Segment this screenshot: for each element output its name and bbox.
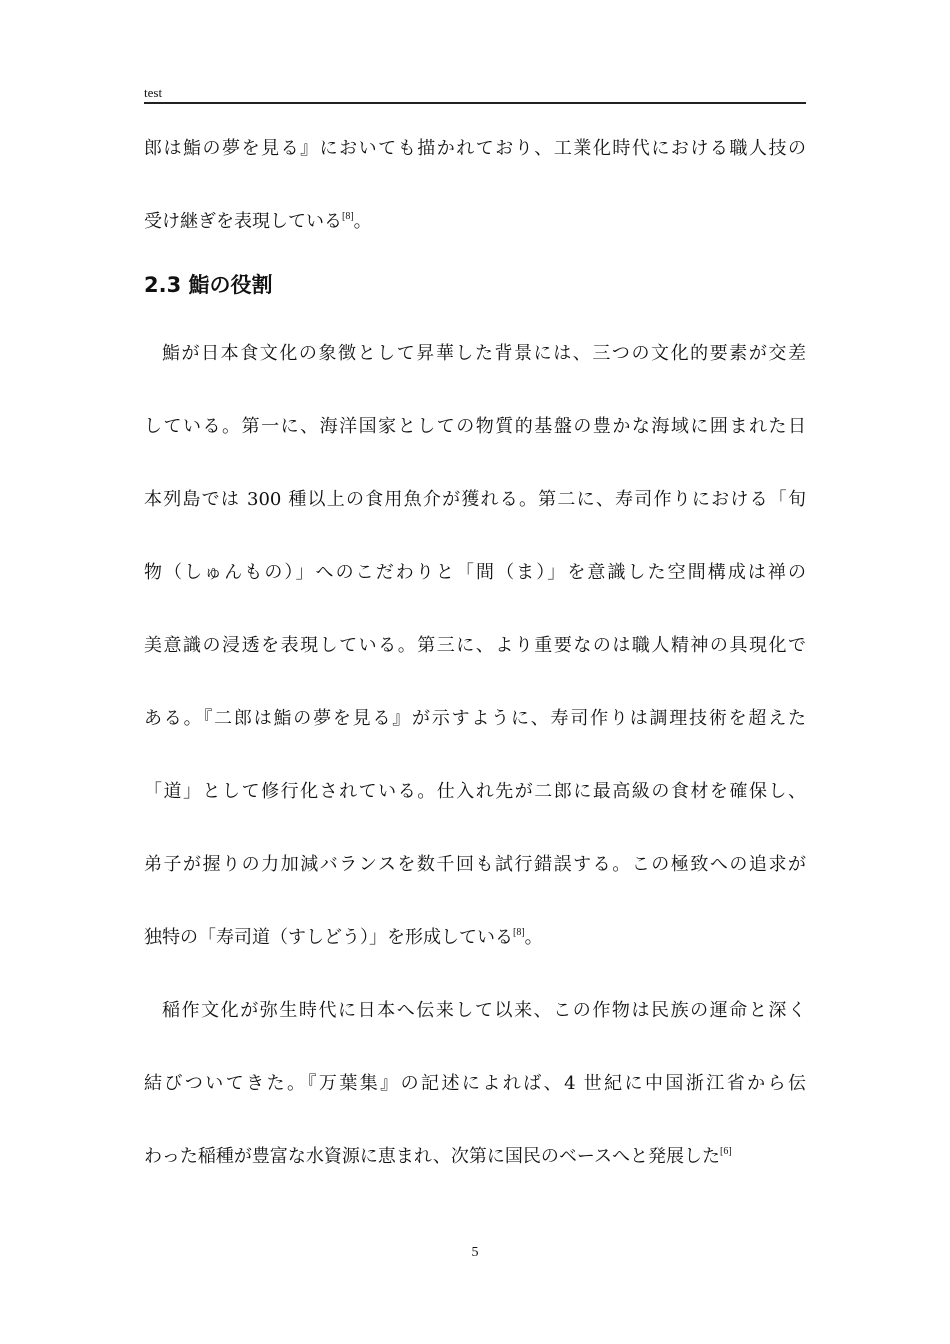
citation-ref: [6] [720, 1146, 732, 1157]
continuation-line-2-text: 受け継ぎを表現している [144, 211, 342, 232]
header-text: test [144, 85, 163, 100]
paragraph1-last-line [144, 921, 806, 955]
paragraph1-last-text: 独特の「寿司道（すしどう）」を形成している [144, 927, 513, 948]
paragraph1-line: 美意識の浸透を表現している。第三に、より重要なのは職人精神の具現化で [144, 635, 806, 656]
paragraph1-line: 「道」として修行化されている。仕入れ先が二郎に最高級の食材を確保し、 [144, 781, 806, 802]
paragraph1-last-end: 。 [524, 927, 543, 948]
paragraph2-last-text: わった稲種が豊富な水資源に恵まれ、次第に国民のベースへと発展した [144, 1146, 720, 1167]
section-heading: 2.3 鮨の役割 [144, 273, 273, 297]
paragraph1-line: している。第一に、海洋国家としての物質的基盤の豊かな海域に囲まれた日 [144, 416, 806, 437]
paragraph1-line: ある。『二郎は鮨の夢を見る』が示すように、寿司作りは調理技術を超えた [144, 708, 806, 729]
paragraph1-line: 弟子が握りの力加減バランスを数千回も試行錯誤する。この極致への追求が [144, 854, 806, 875]
paragraph2-line: 稲作文化が弥生時代に日本へ伝来して以来、この作物は民族の運命と深く [162, 1000, 806, 1021]
page-number: 5 [471, 1245, 479, 1260]
paragraph1-line: 物（しゅんもの）」へのこだわりと「間（ま）」を意識した空間構成は禅の [144, 562, 806, 583]
running-header [144, 84, 806, 104]
citation-ref: [8] [513, 927, 525, 938]
continuation-line-1: 郎は鮨の夢を見る』においても描かれており、工業化時代における職人技の [144, 138, 806, 159]
paragraph1-line: 本列島では 300 種以上の食用魚介が獲れる。第二に、寿司作りにおける「旬 [144, 489, 806, 510]
citation-ref: [8] [342, 211, 354, 222]
paragraph1-line: 鮨が日本食文化の象徴として昇華した背景には、三つの文化的要素が交差 [162, 343, 806, 364]
continuation-line-2 [144, 205, 806, 239]
continuation-line-2-end: 。 [353, 211, 372, 232]
paragraph2-line: 結びついてきた。『万葉集』の記述によれば、4 世紀に中国浙江省から伝 [144, 1073, 806, 1094]
paragraph2-last-line [144, 1140, 806, 1174]
